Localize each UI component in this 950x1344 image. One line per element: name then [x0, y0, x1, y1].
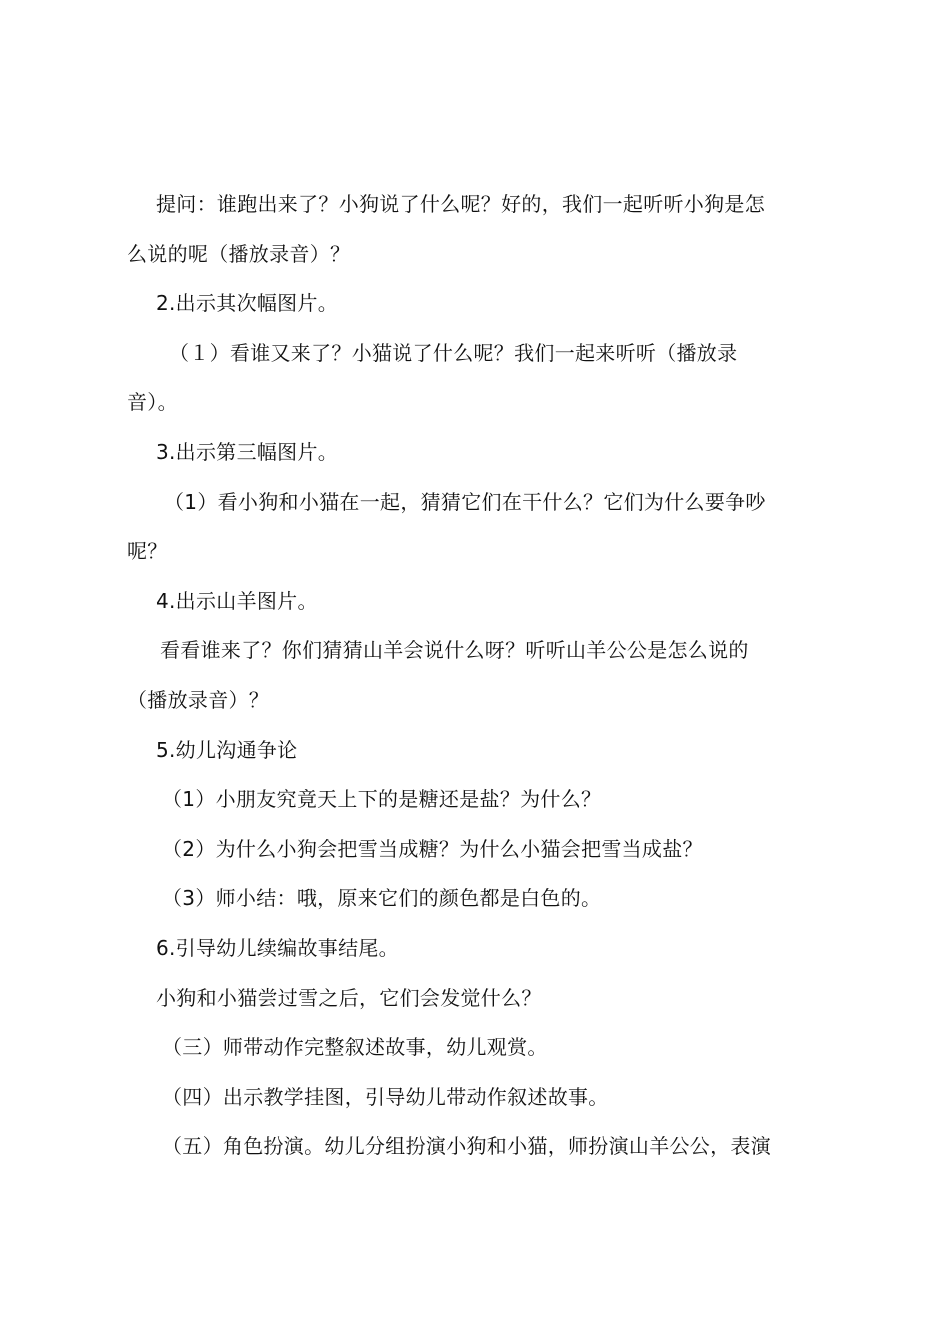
paragraph-line: （播放录音）？	[127, 687, 270, 712]
step-heading: 5.幼儿沟通争论	[156, 737, 298, 762]
body-text	[127, 180, 831, 1172]
paragraph-line: 呢？	[127, 539, 168, 564]
section-item: （四）出示教学挂图，引导幼儿带动作叙述故事。	[162, 1084, 609, 1109]
section-item: （三）师带动作完整叙述故事，幼儿观赏。	[162, 1035, 548, 1060]
list-item: （3）师小结：哦，原来它们的颜色都是白色的。	[162, 886, 602, 911]
paragraph-line: 看看谁来了？你们猜猜山羊会说什么呀？听听山羊公公是怎么说的	[160, 638, 749, 663]
paragraph-line: （１）看谁又来了？小猫说了什么呢？我们一起来听听（播放录	[169, 340, 738, 365]
list-item: （2）为什么小狗会把雪当成糖？为什么小猫会把雪当成盐？	[162, 836, 703, 861]
step-heading: 2.出示其次幅图片。	[156, 291, 339, 316]
step-heading: 4.出示山羊图片。	[156, 588, 318, 613]
step-heading: 3.出示第三幅图片。	[156, 439, 339, 464]
paragraph-line: 提问：谁跑出来了？小狗说了什么呢？好的，我们一起听听小狗是怎	[156, 192, 765, 216]
step-heading: 6.引导幼儿续编故事结尾。	[156, 935, 399, 960]
list-item: （1）小朋友究竟天上下的是糖还是盐？为什么？	[162, 787, 602, 812]
paragraph-line: 小狗和小猫尝过雪之后，它们会发觉什么？	[156, 985, 542, 1010]
section-item: （五）角色扮演。幼儿分组扮演小狗和小猫，师扮演山羊公公，表演	[162, 1134, 771, 1159]
paragraph-line: 么说的呢（播放录音）？	[127, 241, 351, 266]
paragraph-line: 音）。	[127, 390, 178, 415]
paragraph-line: （1）看小狗和小猫在一起，猜猜它们在干什么？它们为什么要争吵	[164, 489, 766, 514]
